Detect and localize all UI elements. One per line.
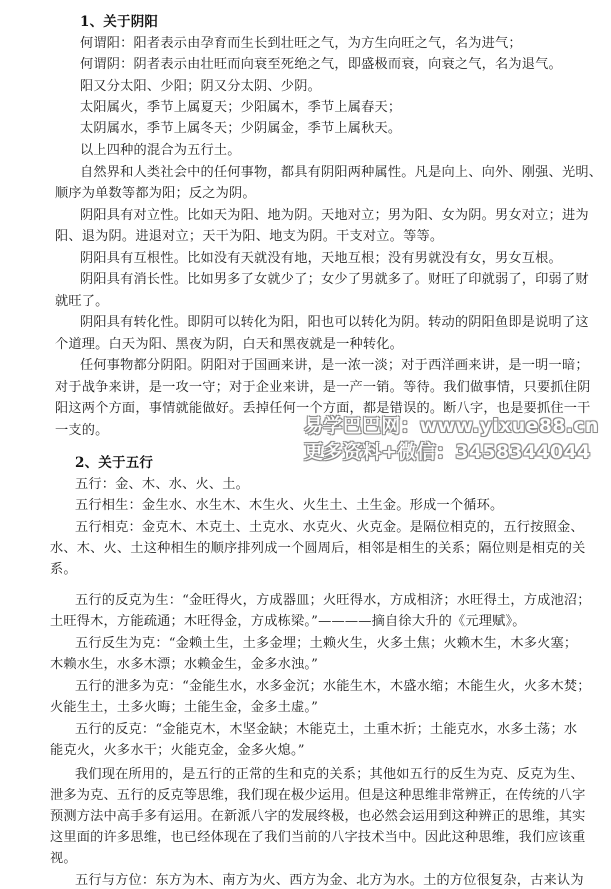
paragraph-line: 太阴属水，季节上属冬天；少阴属金，季节上属秋天。 <box>80 121 402 136</box>
paragraph-line: 阴阳具有转化性。即阴可以转化为阳，阳也可以转化为阴。转动的阴阳鱼即是说明了这 <box>80 315 589 330</box>
paragraph-line: 泄多为克、五行的反克等思维，我们现在极少运用。但是这种思维非常辨正，在传统的八字 <box>50 788 586 803</box>
paragraph-line: 五行：金、木、水、火、土。 <box>75 477 250 492</box>
paragraph-line: 阴阳具有消长性。比如男多了女就少了；女少了男就多了。财旺了印就弱了，印弱了财 <box>80 272 589 287</box>
paragraph-line: 五行与方位：东方为木、南方为火、西方为金、北方为水。土的方位很复杂，古来认为 <box>75 873 584 888</box>
paragraph-line: 任何事物都分阴阳。阴阳对于国画来讲，是一浓一淡；对于西洋画来讲，是一明一暗； <box>80 358 589 373</box>
paragraph-line: 顺序为单数等都为阳；反之为阴。 <box>55 186 256 201</box>
paragraph-line: 太阳属火，季节上属夏天；少阳属木，季节上属春天； <box>80 100 402 115</box>
paragraph-line: 五行的反克：“金能克木，木坚金缺；木能克土，土重木折；土能克水，水多土荡；水 <box>75 722 578 737</box>
paragraph-line: 土旺得木，方能疏通；木旺得金，方成栋梁。”————摘自徐大升的《元理赋》。 <box>50 614 526 629</box>
paragraph-line: 能克火，火多水干；火能克金，金多火熄。” <box>50 743 305 758</box>
paragraph-line: 阳、退为阴。进退对立；天干为阳、地支为阴。干支对立。等等。 <box>55 229 444 244</box>
paragraph-line: 五行相克：金克木、木克土、土克水、水克火、火克金。是隔位相克的，五行按照金、 <box>75 520 584 535</box>
paragraph-line: 以上四种的混合为五行土。 <box>80 143 241 158</box>
watermark-site: 易学巴巴网：www.yixue88.cn <box>304 415 599 437</box>
paragraph-line: 一支的。 <box>55 423 109 438</box>
paragraph-line: 五行反生为克：“金赖土生，土多金埋；土赖火生，火多土焦；火赖木生，木多火塞； <box>75 636 578 651</box>
section-heading-yinyang: 1、关于阴阳 <box>80 14 159 30</box>
paragraph-line: 五行的泄多为克：“金能生水，水多金沉；水能生木，木盛水缩；木能生火，火多木焚； <box>75 679 591 694</box>
paragraph-line: 系。 <box>50 562 77 577</box>
paragraph-line: 阳这两个方面，事情就能做好。丢掉任何一个方面，都是错误的。断八字，也是要抓住一干 <box>55 401 591 416</box>
paragraph-line: 这里面的许多思维，也已经体现在了我们当前的八字技术当中。因此这种思维，我们应该重 <box>50 830 586 845</box>
paragraph-line: 预测方法中高手多有运用。在新派八字的发展终极，也必然会运用到这种辨正的思维，其实 <box>50 809 586 824</box>
paragraph-line: 我们现在所用的，是五行的正常的生和克的关系；其他如五行的反生为克、反克为生、 <box>75 767 584 782</box>
section-heading-wuxing: 2、关于五行 <box>75 455 154 471</box>
watermark-contact: 更多资料+微信：3458344044 <box>304 441 591 463</box>
paragraph-line: 视。 <box>50 851 77 866</box>
paragraph-line: 自然界和人类社会中的任何事物，都具有阴阳两种属性。凡是向上、向外、刚强、光明、 <box>80 165 603 180</box>
paragraph-line: 五行相生：金生水、水生木、木生火、火生土、土生金。形成一个循环。 <box>75 498 504 513</box>
paragraph-line: 火能生土，土多火晦；土能生金，金多土虚。” <box>50 700 319 715</box>
paragraph-line: 就旺了。 <box>55 294 109 309</box>
paragraph-line: 木赖水生，水多木漂；水赖金生，金多水浊。” <box>50 657 319 672</box>
paragraph-line: 对于战争来讲，是一攻一守；对于企业来讲，是一产一销。等待。我们做事情，只要抓住阴 <box>55 380 591 395</box>
paragraph-line: 个道理。白天为阳、黑夜为阴，白天和黑夜就是一种转化。 <box>55 337 404 352</box>
paragraph-line: 何谓阳：阳者表示由孕育而生长到壮旺之气，为方生向旺之气，名为进气； <box>80 36 522 51</box>
paragraph-line: 何谓阴：阴者表示由壮旺而向衰至死绝之气，即盛极而衰，向衰之气，名为退气。 <box>80 57 562 72</box>
paragraph-line: 阳又分太阳、少阳；阴又分太阴、少阴。 <box>80 79 321 94</box>
paragraph-line: 阴阳具有对立性。比如天为阳、地为阴。天地对立；男为阳、女为阴。男女对立；进为 <box>80 208 589 223</box>
paragraph-line: 五行的反克为生：“金旺得火，方成器皿；火旺得水，方成相济；水旺得土，方成池沼； <box>75 593 591 608</box>
paragraph-line: 水、木、火、土这种相生的顺序排列成一个圆周后，相邻是相生的关系；隔位则是相克的关 <box>50 541 586 556</box>
paragraph-line: 阴阳具有互根性。比如没有天就没有地，天地互根；没有男就没有女，男女互根。 <box>80 251 562 266</box>
